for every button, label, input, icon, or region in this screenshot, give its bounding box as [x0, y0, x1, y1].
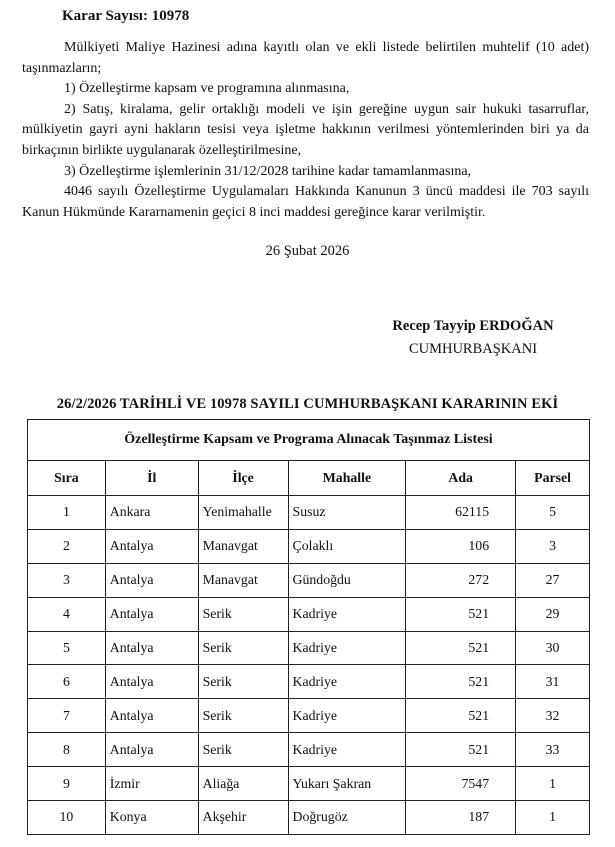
table-caption: Özelleştirme Kapsam ve Programa Alınacak Taşınmaz Listesi — [28, 420, 590, 461]
legal-basis-paragraph: 4046 sayılı Özelleştirme Uygulamaları Hakkında Kanunun 3 üncü maddesi ile 703 sayılı Kanun Hükmünde Kararnamenin geçici 8 inci maddesi gereğince karar verilmiştir. — [22, 184, 589, 220]
cell-mahalle: Kadriye — [288, 733, 406, 767]
cell-sira: 10 — [28, 801, 106, 835]
cell-il: Antalya — [105, 529, 198, 563]
table-row — [28, 597, 590, 631]
table-row — [28, 529, 590, 563]
table-row — [28, 563, 590, 597]
cell-parsel: 30 — [516, 631, 590, 665]
cell-ada: 106 — [406, 529, 516, 563]
decision-number: Karar Sayısı: 10978 — [62, 8, 190, 24]
header-ada: Ada — [406, 461, 516, 496]
header-mahalle: Mahalle — [288, 461, 406, 496]
intro-paragraph: Mülkiyeti Maliye Hazinesi adına kayıtlı olan ve ekli listede belirtilen muhtelif (10 adet) taşınmazların; — [22, 40, 589, 76]
cell-ilce: Serik — [198, 699, 288, 733]
header-parsel: Parsel — [516, 461, 590, 496]
table-row — [28, 665, 590, 699]
cell-ada: 521 — [406, 597, 516, 631]
cell-sira: 7 — [28, 699, 106, 733]
cell-ilce: Manavgat — [198, 563, 288, 597]
cell-ilce: Serik — [198, 597, 288, 631]
cell-parsel: 27 — [516, 563, 590, 597]
cell-mahalle: Kadriye — [288, 631, 406, 665]
cell-il: Antalya — [105, 733, 198, 767]
header-sira: Sıra — [28, 461, 106, 496]
signer-title: CUMHURBAŞKANI — [408, 341, 538, 357]
cell-mahalle: Susuz — [288, 496, 406, 530]
cell-ilce: Serik — [198, 631, 288, 665]
item-3-paragraph: 3) Özelleştirme işlemlerinin 31/12/2028 tarihine kadar tamamlanmasına, — [64, 163, 472, 179]
cell-ilce: Yenimahalle — [198, 496, 288, 530]
cell-il: Antalya — [105, 597, 198, 631]
decision-body — [22, 38, 589, 223]
cell-sira: 1 — [28, 496, 106, 530]
cell-il: Antalya — [105, 631, 198, 665]
cell-ada: 521 — [406, 665, 516, 699]
table-row — [28, 496, 590, 530]
cell-parsel: 3 — [516, 529, 590, 563]
cell-sira: 3 — [28, 563, 106, 597]
cell-parsel: 33 — [516, 733, 590, 767]
cell-ilce: Aliağa — [198, 767, 288, 801]
cell-sira: 9 — [28, 767, 106, 801]
cell-sira: 6 — [28, 665, 106, 699]
header-ilce: İlçe — [198, 461, 288, 496]
signature-block — [380, 318, 566, 358]
header-il: İl — [105, 461, 198, 496]
item-2-paragraph: 2) Satış, kiralama, gelir ortaklığı modeli ve işin gereğine uygun sair hukuki tasarruflar, mülkiyetin gayri ayni hakların tesisi veya işletme hakkının verilmesi yöntemlerinden biri ya da birkaçının birlikte uygulanarak özelleştirilmesine, — [22, 101, 589, 158]
cell-il: Antalya — [105, 563, 198, 597]
cell-mahalle: Kadriye — [288, 597, 406, 631]
item-1-paragraph: 1) Özelleştirme kapsam ve programına alınmasına, — [64, 81, 350, 97]
cell-mahalle: Kadriye — [288, 699, 406, 733]
table-row — [28, 699, 590, 733]
cell-il: İzmir — [105, 767, 198, 801]
table-caption-row — [28, 420, 590, 461]
cell-mahalle: Kadriye — [288, 665, 406, 699]
cell-parsel: 29 — [516, 597, 590, 631]
cell-sira: 8 — [28, 733, 106, 767]
cell-parsel: 32 — [516, 699, 590, 733]
cell-parsel: 1 — [516, 767, 590, 801]
cell-ilce: Serik — [198, 733, 288, 767]
cell-mahalle: Doğrugöz — [288, 801, 406, 835]
decision-date: 26 Şubat 2026 — [265, 243, 350, 259]
cell-mahalle: Gündoğdu — [288, 563, 406, 597]
cell-ilce: Manavgat — [198, 529, 288, 563]
cell-il: Ankara — [105, 496, 198, 530]
cell-ada: 7547 — [406, 767, 516, 801]
cell-ada: 521 — [406, 699, 516, 733]
cell-sira: 4 — [28, 597, 106, 631]
cell-sira: 2 — [28, 529, 106, 563]
annex-title: 26/2/2026 TARİHLİ VE 10978 SAYILI CUMHURBAŞKANI KARARININ EKİ — [56, 396, 559, 412]
cell-ilce: Akşehir — [198, 801, 288, 835]
table-row — [28, 631, 590, 665]
cell-ada: 521 — [406, 733, 516, 767]
cell-sira: 5 — [28, 631, 106, 665]
cell-il: Antalya — [105, 665, 198, 699]
cell-ada: 187 — [406, 801, 516, 835]
cell-parsel: 5 — [516, 496, 590, 530]
cell-il: Konya — [105, 801, 198, 835]
cell-ada: 272 — [406, 563, 516, 597]
cell-parsel: 1 — [516, 801, 590, 835]
cell-mahalle: Çolaklı — [288, 529, 406, 563]
table-row — [28, 801, 590, 835]
table-row — [28, 767, 590, 801]
cell-ilce: Serik — [198, 665, 288, 699]
cell-ada: 62115 — [406, 496, 516, 530]
cell-mahalle: Yukarı Şakran — [288, 767, 406, 801]
table-row — [28, 733, 590, 767]
property-table — [27, 419, 590, 835]
cell-parsel: 31 — [516, 665, 590, 699]
cell-ada: 521 — [406, 631, 516, 665]
signer-name: Recep Tayyip ERDOĞAN — [392, 318, 554, 334]
table-header-row — [28, 461, 590, 496]
cell-il: Antalya — [105, 699, 198, 733]
